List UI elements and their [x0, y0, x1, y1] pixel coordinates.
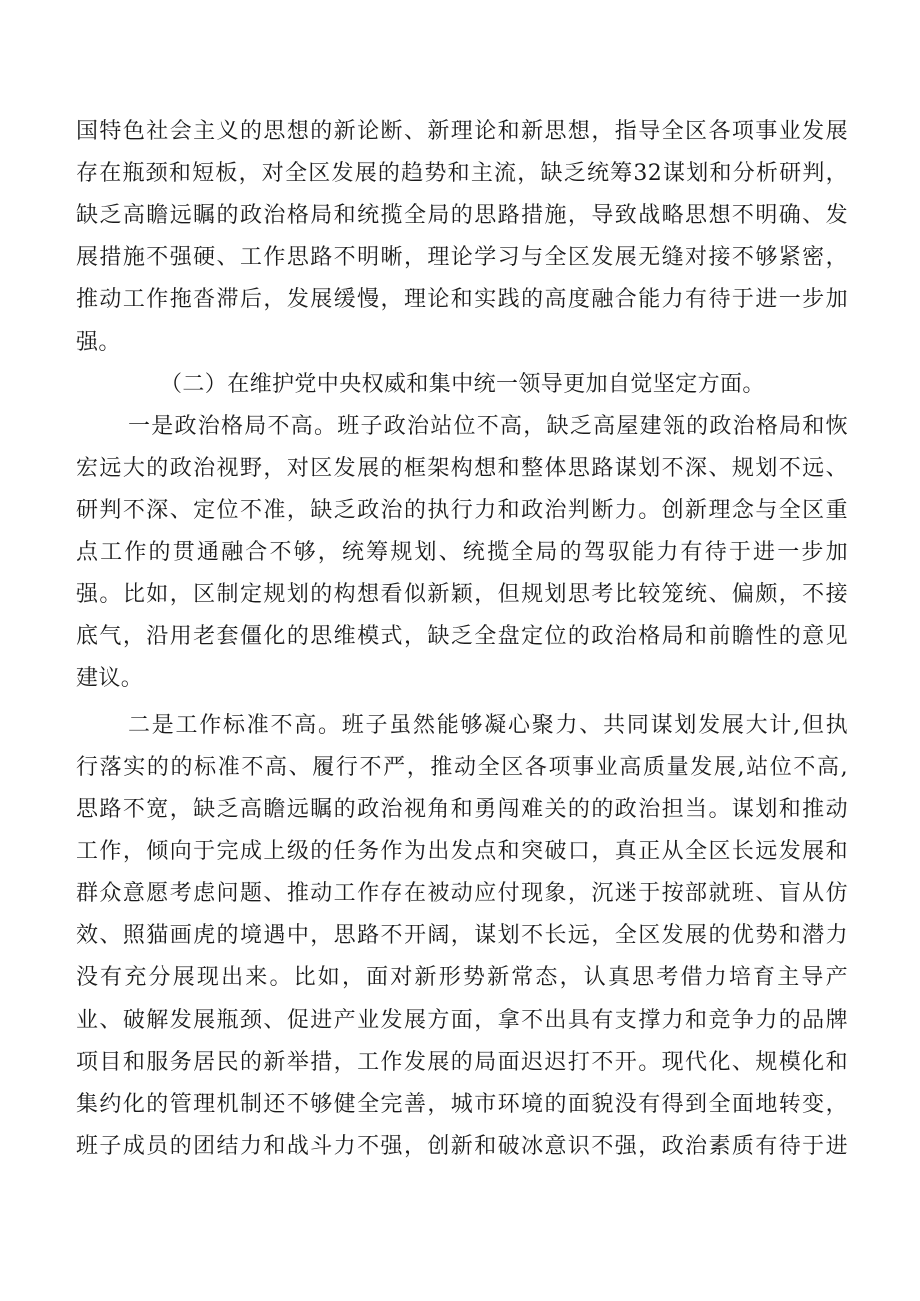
text-line: 展措施不强硬、工作思路不明晰，理论学习与全区发展无缝对接不够紧密， — [76, 245, 848, 270]
text-line: 存在瓶颈和短板，对全区发展的趋势和主流，缺乏统筹32谋划和分析研判， — [76, 161, 848, 186]
text-line: 研判不深、定位不准，缺乏政治的执行力和政治判断力。创新理念与全区重 — [76, 498, 848, 523]
text-line: 点工作的贯通融合不够，统筹规划、统揽全局的驾驭能力有待于进一步加 — [76, 540, 848, 565]
text-line: 强。比如，区制定规划的构想看似新颖，但规划思考比较笼统、偏颇，不接 — [76, 582, 848, 607]
text-line: 底气，沿用老套僵化的思维模式，缺乏全盘定位的政治格局和前瞻性的意见 — [76, 624, 848, 649]
text-line: 行落实的的标准不高、履行不严，推动全区各项事业高质量发展,站位不高, — [76, 755, 848, 780]
text-line: 集约化的管理机制还不够健全完善，城市环境的面貌没有得到全面地转变， — [76, 1092, 848, 1117]
text-line: 群众意愿考虑问题、推动工作存在被动应付现象，沉迷于按部就班、盲从仿 — [76, 881, 848, 906]
text-line: 强。 — [76, 330, 121, 355]
text-line: 业、破解发展瓶颈、促进产业发展方面，拿不出具有支撑力和竞争力的品牌 — [76, 1008, 848, 1033]
text-line: 没有充分展现出来。比如，面对新形势新常态，认真思考借力培育主导产 — [76, 965, 848, 990]
paragraph-first-line: 二是工作标准不高。班子虽然能够凝心聚力、共同谋划发展大计,但执 — [128, 713, 848, 738]
text-line: 推动工作拖沓滞后，发展缓慢，理论和实践的高度融合能力有待于进一步加 — [76, 287, 848, 312]
text-line: 项目和服务居民的新举措，工作发展的局面迟迟打不开。现代化、规模化和 — [76, 1050, 848, 1075]
text-line: 思路不宽，缺乏高瞻远瞩的政治视角和勇闯难关的的政治担当。谋划和推动 — [76, 797, 848, 822]
text-line: 缺乏高瞻远瞩的政治格局和统揽全局的思路措施，导致战略思想不明确、发 — [76, 203, 848, 228]
text-line: 建议。 — [76, 666, 144, 691]
paragraph-first-line: 一是政治格局不高。班子政治站位不高，缺乏高屋建瓴的政治格局和恢 — [128, 414, 848, 439]
section-heading: （二）在维护党中央权威和集中统一领导更加自觉坚定方面。 — [160, 372, 765, 397]
text-line: 班子成员的团结力和战斗力不强，创新和破冰意识不强，政治素质有待于进 — [76, 1134, 848, 1159]
text-line: 国特色社会主义的思想的新论断、新理论和新思想，指导全区各项事业发展 — [76, 119, 848, 144]
text-line: 效、照猫画虎的境遇中，思路不开阔，谋划不长远，全区发展的优势和潜力 — [76, 923, 848, 948]
text-line: 宏远大的政治视野，对区发展的框架构想和整体思路谋划不深、规划不远、 — [76, 456, 848, 481]
text-line: 工作，倾向于完成上级的任务作为出发点和突破口，真正从全区长远发展和 — [76, 839, 848, 864]
